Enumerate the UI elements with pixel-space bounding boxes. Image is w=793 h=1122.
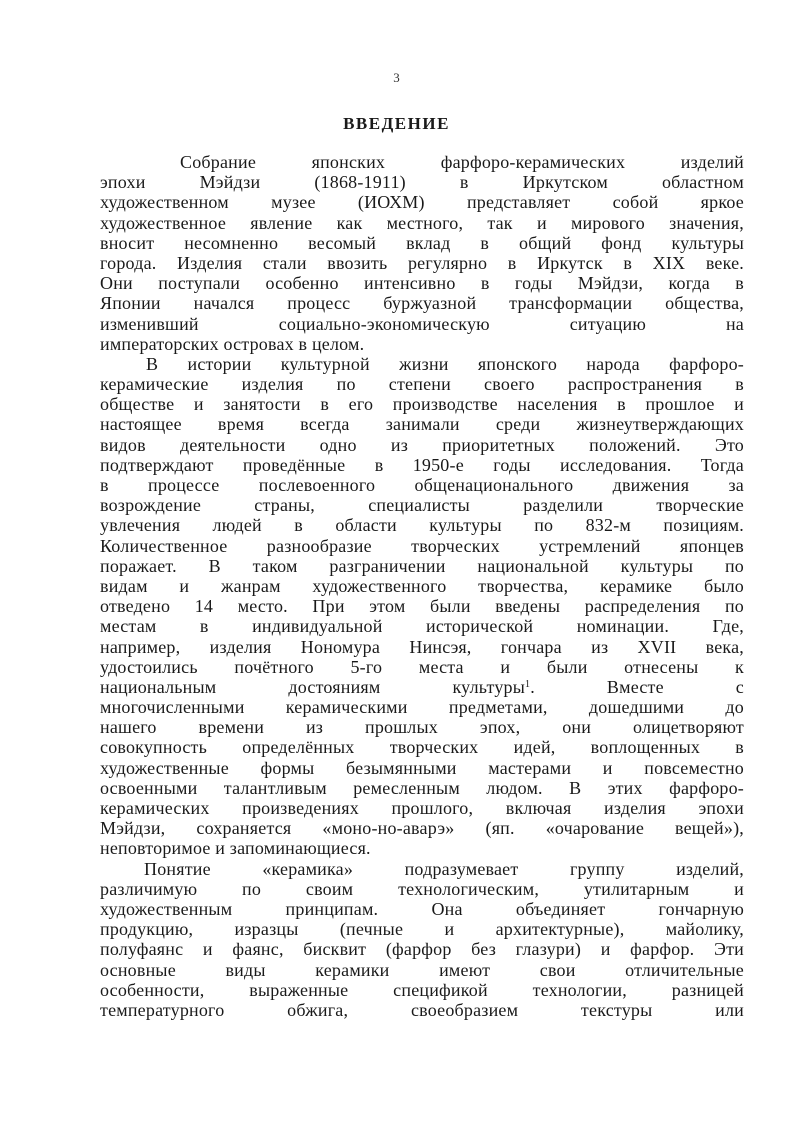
text-line: керамических произведениях прошлого, включая изделия эпохи [100, 798, 744, 818]
paragraph-1 [100, 152, 744, 354]
text-line: продукцию, изразцы (печные и архитектурные), майолику, [100, 919, 744, 940]
paragraph-3 [100, 859, 744, 1021]
text-line: совокупность определённых творческих идей, воплощенных в [100, 737, 744, 758]
text-line: видам и жанрам художественного творчества, керамике было [100, 575, 744, 596]
text-line: нашего времени из прошлых эпох, они олицетворяют [100, 717, 744, 738]
text-line: многочисленными керамическими предметами, дошедшими до [100, 697, 744, 718]
text-line: температурного обжига, своеобразием текстуры или [100, 999, 744, 1020]
text-line: удостоились почётного 5-го места и были отнесены к [100, 656, 744, 677]
text-line: Японии начался процесс буржуазной трансформации общества, [100, 293, 744, 314]
page-number: 3 [393, 70, 400, 85]
paragraph-2 [100, 354, 744, 859]
text-line: полуфаянс и фаянс, бисквит (фарфор без глазури) и фарфор. Эти [100, 939, 744, 960]
text-line: видов деятельности одно из приоритетных положений. Это [100, 434, 744, 455]
body-text [100, 152, 744, 1020]
text-line: возрождение страны, специалисты разделили творческие [100, 495, 744, 516]
text-line: увлечения людей в области культуры по 832-м позициям. [100, 515, 744, 536]
text-line: отведено 14 место. При этом были введены распределения по [100, 596, 744, 617]
text-segment: . Вместе с [530, 676, 744, 697]
text-line: в процессе послевоенного общенационального движения за [100, 475, 744, 495]
text-line: художественные формы безымянными мастерами и повсеместно [100, 757, 744, 778]
text-line: Они поступали особенно интенсивно в годы Мэйдзи, когда в [100, 273, 744, 294]
text-line: например, изделия Нономура Нинсэя, гончара из XVII века, [100, 636, 744, 657]
text-line: художественное явление как местного, так и мирового значения, [100, 212, 744, 233]
text-line: различимую по своим технологическим, утилитарным и [100, 878, 744, 899]
text-line: вносит несомненно весомый вклад в общий фонд культуры [100, 232, 744, 253]
text-line: Собрание японских фарфоро-керамических изделий [180, 152, 744, 172]
text-line: города. Изделия стали ввозить регулярно в Иркутск в XIX веке. [100, 252, 744, 273]
footnote-ref: 1 [525, 678, 531, 690]
text-line: Понятие «керамика» подразумевает группу изделий, [144, 858, 744, 879]
text-line: Количественное разнообразие творческих устремлений японцев [100, 535, 744, 556]
text-line: художественным принципам. Она объединяет гончарную [100, 898, 744, 919]
text-line-with-footnote [100, 677, 744, 697]
text-line: обществе и занятости в его производстве населения в прошлое и [100, 394, 744, 415]
text-line: поражает. В таком разграничении национальной культуры по [100, 555, 744, 576]
text-line: освоенными талантливым ремесленным людом. В этих фарфоро- [100, 777, 744, 798]
text-line: эпохи Мэйдзи (1868-1911) в Иркутском областном [100, 172, 744, 193]
text-segment: национальным достояниям культуры [100, 676, 526, 697]
text-line: изменивший социально-экономическую ситуацию на [100, 313, 744, 334]
text-line: художественном музее (ИОХМ) представляет собой яркое [100, 192, 744, 213]
text-line: основные виды керамики имеют свои отличительные [100, 959, 744, 980]
text-line: неповторимое и запоминающиеся. [100, 838, 371, 859]
text-line: настоящее время всегда занимали среди жизнеутверждающих [100, 414, 744, 435]
text-line: Мэйдзи, сохраняется «моно-но-аварэ» (яп. «очарование вещей»), [100, 818, 744, 839]
page-title: ВВЕДЕНИЕ [343, 114, 450, 133]
text-line: особенности, выраженные спецификой технологии, разницей [100, 979, 744, 1000]
text-line: подтверждают проведённые в 1950-е годы исследования. Тогда [100, 454, 744, 475]
text-line: местам в индивидуальной исторической номинации. Где, [100, 616, 744, 637]
text-line: керамические изделия по степени своего распространения в [100, 374, 744, 395]
text-line: императорских островах в целом. [100, 333, 365, 354]
text-line: В истории культурной жизни японского народа фарфоро- [146, 353, 744, 374]
